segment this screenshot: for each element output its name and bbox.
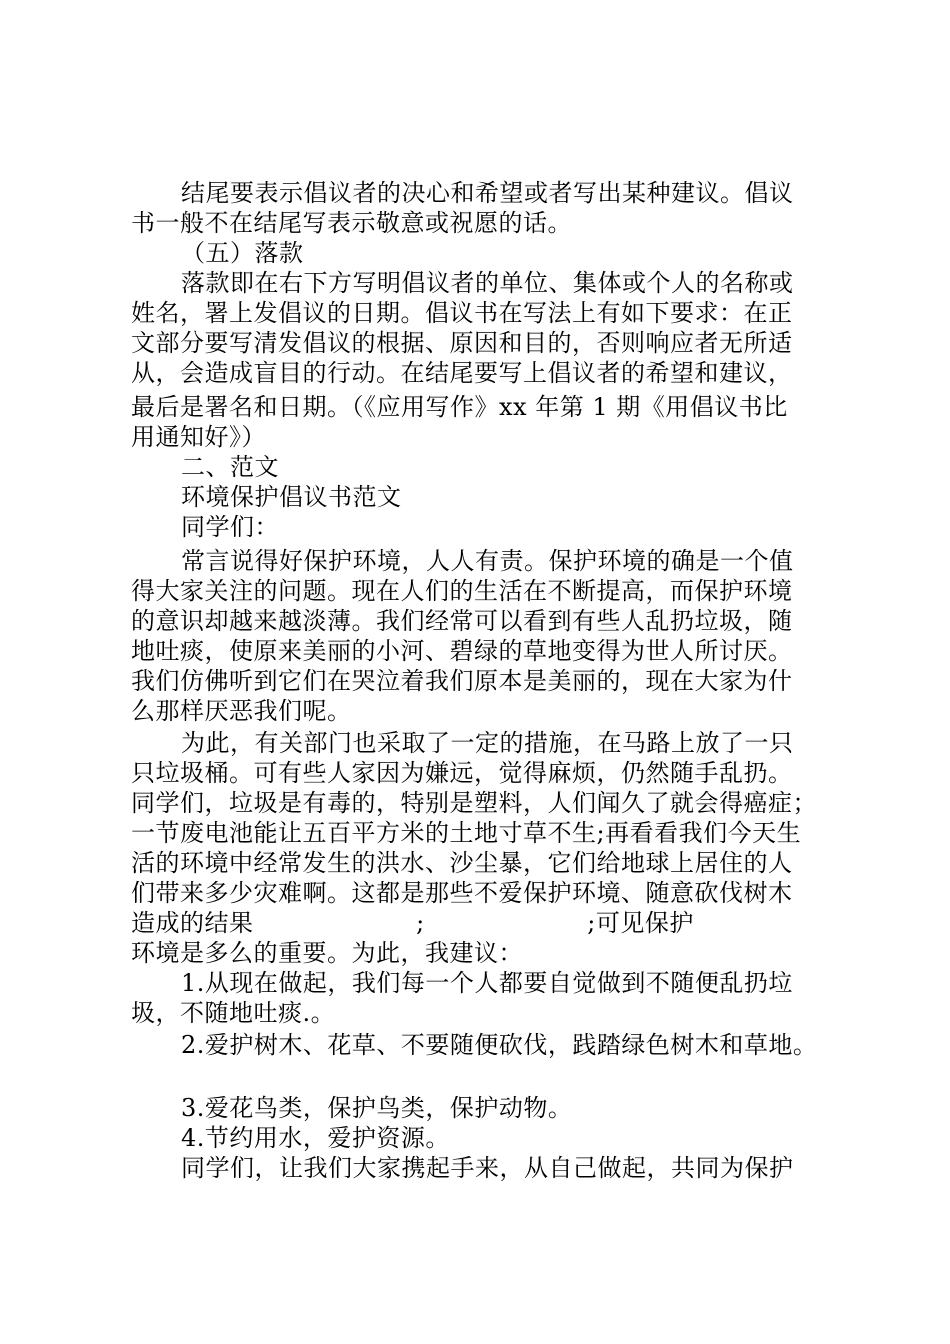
text-line-21: 同学们，垃圾是有毒的，特别是塑料，人们闻久了就会得癌症； bbox=[131, 789, 817, 817]
text-line-5: 姓名，署上发倡议的日期。倡议书在写法上有如下要求：在正 bbox=[131, 299, 793, 327]
text-line-25: 造成的结果 ; ;可见保护 bbox=[131, 909, 694, 937]
text-line-1: 结尾要表示倡议者的决心和希望或者写出某种建议。倡议 bbox=[181, 179, 794, 207]
text-line-23: 活的环境中经常发生的洪水、沙尘暴，它们给地球上居住的人 bbox=[131, 849, 793, 877]
section-heading-fanwen: 二、范文 bbox=[181, 453, 279, 481]
suggestion-2: 2.爱护树木、花草、不要随便砍伐，践踏绿色树木和草地。 bbox=[181, 1031, 818, 1059]
text-line-6: 文部分要写清发倡议的根据、原因和目的，否则响应者无所适 bbox=[131, 329, 793, 357]
text-line-17: 我们仿佛听到它们在哭泣着我们原本是美丽的，现在大家为什 bbox=[131, 667, 793, 695]
text-line-7: 从，会造成盲目的行动。在结尾要写上倡议者的希望和建议， bbox=[131, 359, 793, 387]
doc-title: 环境保护倡议书范文 bbox=[181, 483, 402, 511]
text-line-16: 地吐痰，使原来美丽的小河、碧绿的草地变得为世人所讨厌。 bbox=[131, 637, 793, 665]
text-line-26: 环境是多么的重要。为此，我建议： bbox=[131, 939, 523, 967]
text-line-19: 为此，有关部门也采取了一定的措施，在马路上放了一只 bbox=[181, 729, 794, 757]
text-line-22: 一节废电池能让五百平方米的土地寸草不生;再看看我们今天生 bbox=[131, 819, 802, 847]
suggestion-1-cont: 圾，不随地吐痰.。 bbox=[131, 999, 336, 1027]
suggestion-1: 1.从现在做起，我们每一个人都要自觉做到不随便乱扔垃 bbox=[181, 969, 793, 997]
text-line-2: 书一般不在结尾写表示敬意或祝愿的话。 bbox=[131, 209, 572, 237]
text-line-15: 的意识却越来越淡薄。我们经常可以看到有些人乱扔垃圾，随 bbox=[131, 607, 793, 635]
text-line-4: 落款即在右下方写明倡议者的单位、集体或个人的名称或 bbox=[181, 269, 794, 297]
text-line-24: 们带来多少灾难啊。这都是那些不爱保护环境、随意砍伐树木 bbox=[131, 879, 793, 907]
text-line-20: 只垃圾桶。可有些人家因为嫌远，觉得麻烦，仍然随手乱扔。 bbox=[131, 759, 793, 787]
suggestion-4: 4.节约用水，爱护资源。 bbox=[181, 1124, 450, 1152]
text-line-closing: 同学们，让我们大家携起手来，从自己做起，共同为保护 bbox=[181, 1154, 794, 1182]
text-line-8: 最后是署名和日期。（《应用写作》xx 年第 1 期《用倡议书比 bbox=[131, 393, 788, 421]
suggestion-3: 3.爱花鸟类，保护鸟类，保护动物。 bbox=[181, 1094, 573, 1122]
text-line-13: 常言说得好保护环境，人人有责。保护环境的确是一个值 bbox=[181, 547, 794, 575]
salutation: 同学们： bbox=[181, 513, 279, 541]
text-line-14: 得大家关注的问题。现在人们的生活在不断提高，而保护环境 bbox=[131, 577, 793, 605]
section-heading-5: （五）落款 bbox=[181, 239, 304, 267]
text-line-18: 么那样厌恶我们呢。 bbox=[131, 697, 352, 725]
text-line-9: 用通知好》） bbox=[131, 423, 266, 451]
